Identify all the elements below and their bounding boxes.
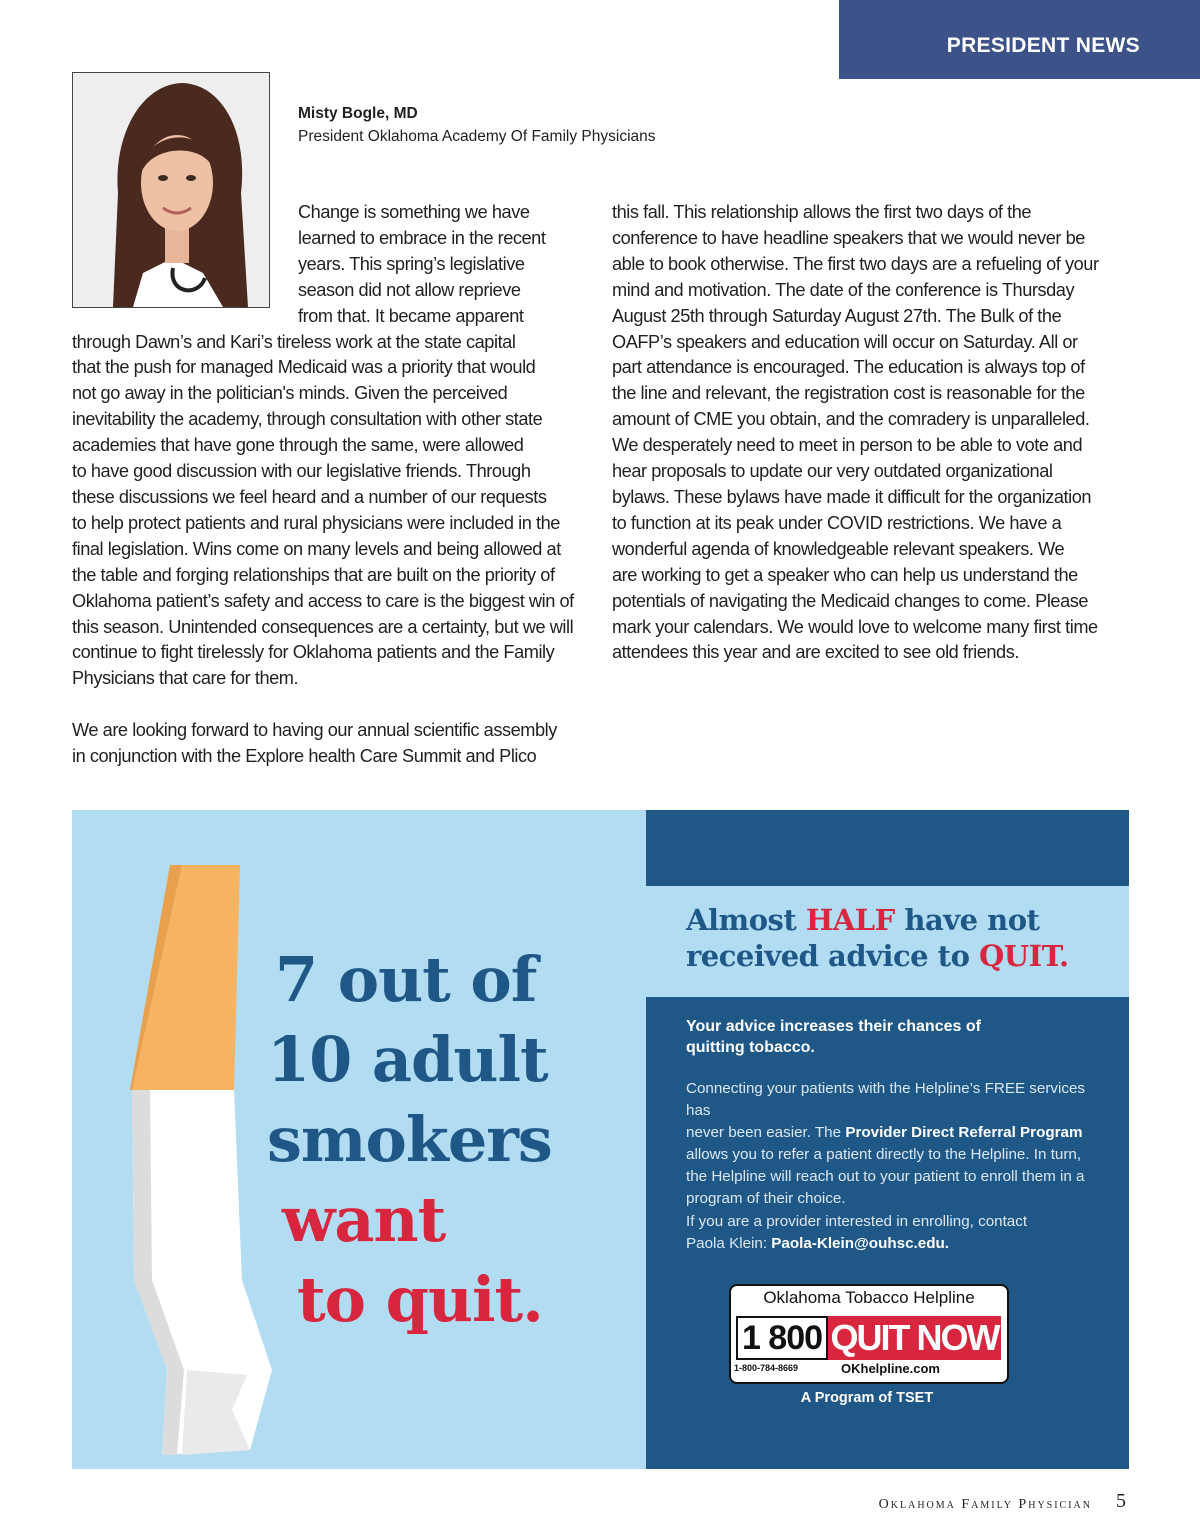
text-line: academies that have gone through the same, were allowed (72, 435, 524, 456)
text-line: attendees this year and are excited to see old friends. (612, 642, 1019, 663)
footer-publication: Oklahoma Family Physician (878, 1497, 1092, 1512)
text-line: years. This spring’s legislative (298, 253, 525, 274)
ad-big-line-2: 10 adult (267, 1023, 548, 1096)
text-line: are working to get a speaker who can help us understand the (612, 564, 1078, 585)
helpline-quit-now: QUIT NOW (828, 1316, 1001, 1360)
helpline-website: OKhelpline.com (841, 1361, 940, 1376)
article-column-right (612, 200, 1132, 666)
text-line: Oklahoma patient’s safety and access to care is the biggest win of (72, 590, 574, 611)
text-line: learned to embrace in the recent (298, 227, 546, 248)
text-line: to have good discussion with our legislative friends. Through (72, 461, 531, 482)
text-line: Change is something we have (298, 202, 530, 222)
text-line: final legislation. Wins come on many levels and being allowed at (72, 538, 561, 559)
text-line: to function at its peak under COVID restrictions. We have a (612, 512, 1062, 533)
author-title: President Oklahoma Academy Of Family Physicians (298, 128, 656, 145)
text-line: to help protect patients and rural physicians were included in the (72, 512, 560, 533)
author-name: Misty Bogle, MD (298, 105, 418, 122)
ad-right-panel (646, 810, 1129, 1469)
ad-big-line-1: 7 out of (275, 943, 537, 1016)
text-line: We desperately need to meet in person to be able to vote and (612, 435, 1083, 456)
text-line: OAFP’s speakers and education will occur on Saturday. All or (612, 331, 1078, 352)
ad-big-line-4: want (282, 1183, 446, 1256)
page-number: 5 (1116, 1490, 1126, 1512)
text-line: the line and relevant, the registration cost is reasonable for the (612, 383, 1085, 404)
text-line: able to book otherwise. The first two days are a refueling of your (612, 253, 1099, 274)
text-line: through Dawn’s and Kari’s tireless work at the state capital (72, 331, 516, 352)
ad-big-line-5: to quit. (297, 1263, 543, 1336)
text-line: Physicians that care for them. (72, 668, 299, 689)
text-line: August 25th through Saturday August 27th. The Bulk of the (612, 305, 1062, 326)
text-line: the table and forging relationships that are built on the priority of (72, 564, 555, 585)
text-line: from that. It became apparent (298, 305, 524, 326)
ad-body-paragraph-2: If you are a provider interested in enrolling, contact Paola Klein: Paola-Klein@ouhsc.edu. (686, 1213, 1028, 1252)
ad-big-line-3: smokers (267, 1103, 552, 1176)
text-line: this season. Unintended consequences are a certainty, but we will (72, 616, 574, 637)
text-line: mind and motivation. The date of the conference is Thursday (612, 279, 1075, 300)
text-line: mark your calendars. We would love to welcome many first time (612, 616, 1098, 637)
text-line: amount of CME you obtain, and the comradery is unparalleled. (612, 409, 1090, 430)
text-line: potentials of navigating the Medicaid changes to come. Please (612, 590, 1089, 611)
helpline-title: Oklahoma Tobacco Helpline (763, 1288, 975, 1307)
article-column-left (72, 200, 587, 770)
text-line: in conjunction with the Explore health Care Summit and Plico (72, 746, 537, 767)
text-line: hear proposals to update our very outdated organizational (612, 461, 1053, 482)
helpline-1800: 1 800 (736, 1316, 828, 1360)
ad-body-paragraph-1: Connecting your patients with the Helpline’s FREE services has never been easier. The Provider Direct Referral Program allows you to refer a patient directly to the Helpline. In turn, the Helpline will reach out to your patient to enroll them in a program of their choice. (686, 1080, 1086, 1207)
author-byline (298, 102, 656, 148)
text-line: continue to fight tirelessly for Oklahoma patients and the Family (72, 642, 555, 663)
text-line: We are looking forward to having our annual scientific assembly (72, 720, 557, 741)
program-of-tset: A Program of TSET (800, 1390, 934, 1406)
text-line: wonderful agenda of knowledgeable relevant speakers. We (612, 538, 1065, 559)
ad-subhead: Your advice increases their chances of quitting tobacco. (686, 1018, 981, 1056)
ad-headline: Almost HALF have not received advice to QUIT. (686, 903, 1069, 973)
section-label: PRESIDENT NEWS (946, 34, 1140, 57)
text-line: not go away in the politician's minds. Given the perceived (72, 383, 508, 404)
text-line: this fall. This relationship allows the first two days of the (612, 202, 1032, 222)
text-line: part attendance is encouraged. The education is always top of (612, 357, 1085, 378)
section-tab (839, 0, 1200, 79)
tobacco-helpline-ad (72, 810, 1129, 1469)
text-line: conference to have headline speakers that we would never be (612, 227, 1085, 248)
helpline-logo (729, 1284, 1009, 1384)
text-line: bylaws. These bylaws have made it difficult for the organization (612, 486, 1092, 507)
helpline-phone: 1-800-784-8669 (734, 1363, 799, 1373)
text-line: inevitability the academy, through consultation with other state (72, 409, 543, 430)
text-line: these discussions we feel heard and a number of our requests (72, 486, 547, 507)
text-line: that the push for managed Medicaid was a priority that would (72, 357, 536, 378)
text-line: season did not allow reprieve (298, 279, 521, 300)
ad-left-panel (72, 810, 646, 1469)
contact-email: Paola-Klein@ouhsc.edu. (771, 1235, 949, 1252)
